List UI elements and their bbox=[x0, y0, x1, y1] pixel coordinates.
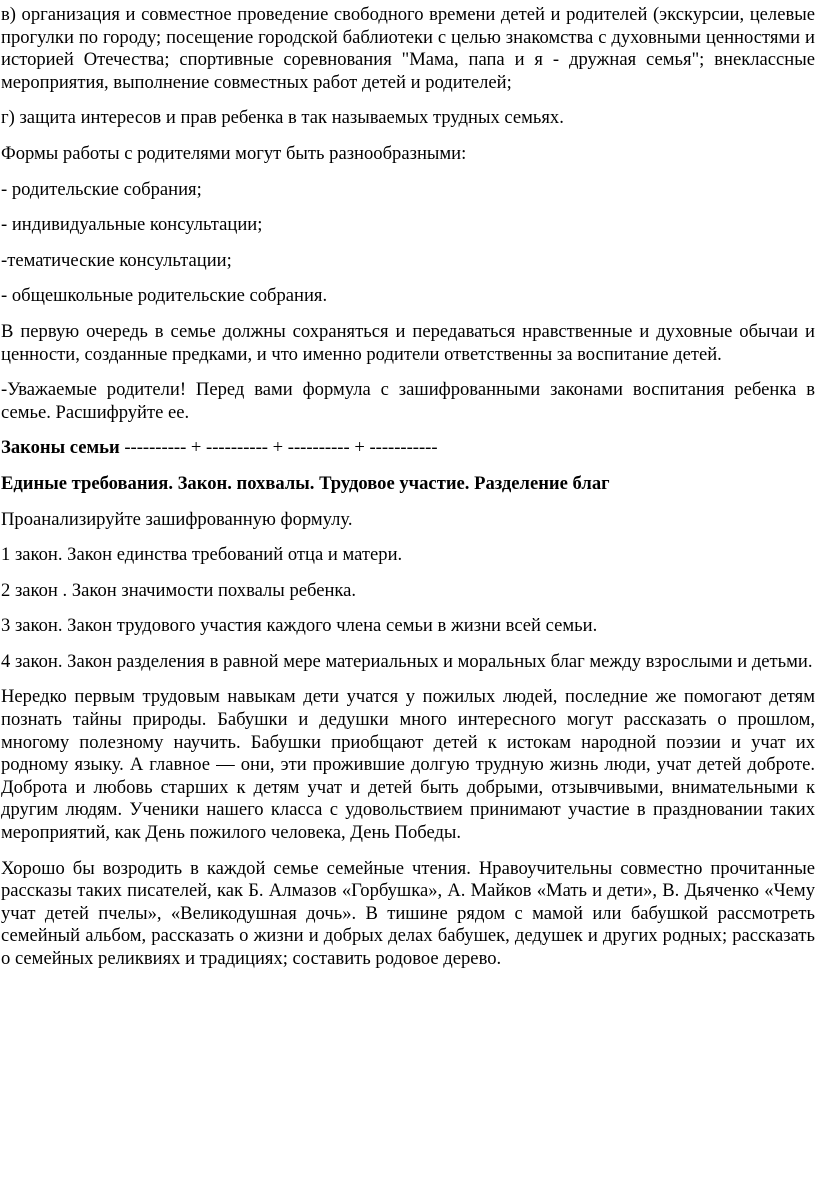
paragraph-forms-intro: Формы работы с родителями могут быть разнообразными: bbox=[1, 142, 467, 164]
law-1: 1 закон. Закон единства требований отца и матери. bbox=[1, 544, 403, 566]
paragraph-family-reading: Хорошо бы возродить в каждой семье семейные чтения. Нравоучительны совместно прочитанные рассказы таких писателей, как Б. Алмазов «Горбушка», А. Майков «Мать и дети», В. Дьяченко «Чему учат детей пчелы», «Великодушная дочь». В тишине рядом с мамой или бабушкой рассмотреть семейный альбом, рассказать о жизни и добрых делах бабушек, дедушек и других родных; рассказать о семейных реликвиях и традициях; составить родовое дерево. bbox=[1, 857, 815, 969]
formula-answer bbox=[1, 473, 815, 496]
paragraph-leisure: в) организация и совместное проведение свободного времени детей и родителей (экскурсии, целевые прогулки по городу; посещение городской баблиотеки с целью знакомства с духовными ценностями и историей Отечества; спортивные соревнования "Мама, папа и я - дружная семья"; внеклассные мероприятия, выполнение совместных работ детей и родителей; bbox=[1, 4, 815, 93]
law-4: 4 закон. Закон разделения в равной мере материальных и моральных благ между взрослыми и детьми. bbox=[1, 650, 813, 672]
formula-blanks: ---------- + ---------- + ---------- + ----------- bbox=[119, 437, 438, 459]
law-3: 3 закон. Закон трудового участия каждого члена семьи в жизни всей семьи. bbox=[1, 615, 598, 637]
list-item-parent-meetings: - родительские собрания; bbox=[1, 178, 202, 200]
paragraph-formula-intro: -Уважаемые родители! Перед вами формула с зашифрованными законами воспитания ребенка в семье. Расшифруйте ее. bbox=[1, 379, 815, 423]
formula-label: Законы семьи bbox=[1, 437, 120, 459]
paragraph-traditions: В первую очередь в семье должны сохраняться и передаваться нравственные и духовные обычаи и ценности, созданные предками, и что именно родители ответственны за воспитание детей. bbox=[1, 320, 815, 365]
list-item-thematic-consultations: -тематические консультации; bbox=[1, 249, 232, 271]
formula-line bbox=[1, 437, 815, 460]
formula-answer-text: Единые требования. Закон. похвалы. Трудовое участие. Разделение благ bbox=[1, 472, 610, 494]
list-item-school-meetings: - общешкольные родительские собрания. bbox=[1, 285, 328, 307]
paragraph-grandparents: Нередко первым трудовым навыкам дети учатся у пожилых людей, последние же помогают детям познать тайны природы. Бабушки и дедушки много интересного могут рассказать о прошлом, многому полезному научить. Бабушки приобщают детей к истокам народной поэзии и учат их родному языку. А главное — они, эти прожившие долгую трудную жизнь люди, учат детей доброте. Доброта и любовь старших к детям учат и детей быть добрыми, отзывчивыми, внимательными к другим людям. Ученики нашего класса с удовольствием принимают участие в праздновании таких мероприятий, как День пожилого человека, День Победы. bbox=[1, 686, 815, 844]
paragraph-protection: г) защита интересов и прав ребенка в так называемых трудных семьях. bbox=[1, 107, 564, 129]
laws-intro: Проанализируйте зашифрованную формулу. bbox=[1, 508, 353, 530]
list-item-individual-consultations: - индивидуальные консультации; bbox=[1, 214, 263, 236]
law-2: 2 закон . Закон значимости похвалы ребенка. bbox=[1, 579, 357, 601]
